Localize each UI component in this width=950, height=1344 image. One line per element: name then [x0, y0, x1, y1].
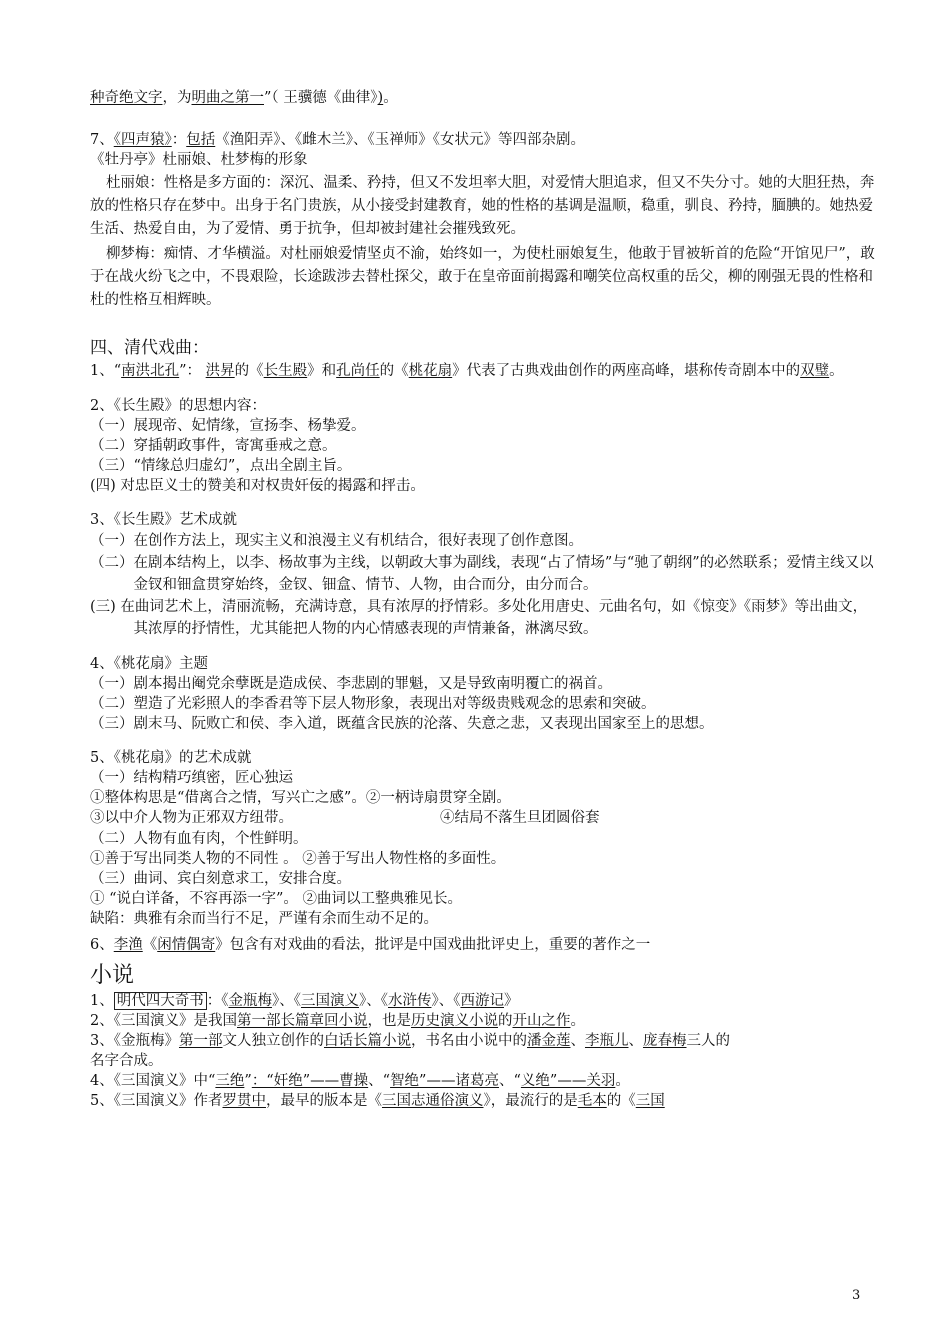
list-item: （一）结构精巧缜密，匠心独运: [90, 770, 293, 786]
document-page: [90, 88, 880, 1111]
list-item: （三）曲词、宾白刻意求工，安排合度。: [90, 871, 351, 887]
qing-item-1: 1、“南洪北孔”： 洪昇的《长生殿》和孔尚任的《桃花扇》代表了古典戏曲创作的两座高峰，堪称传奇剧本中的双璧。: [90, 363, 844, 379]
novel-item-5: 5、《三国演义》作者罗贯中，最早的版本是《三国志通俗演义》，最流行的是毛本的《三国: [90, 1093, 665, 1109]
list-item: （一）剧本揭出阉党余孽既是造成侯、李悲剧的罪魁，又是导致南明覆亡的祸首。: [90, 676, 612, 692]
qing-item-6: 6、李渔《闲情偶寄》包含有对戏曲的看法，批评是中国戏曲批评史上，重要的著作之一: [90, 937, 651, 953]
changshengdian-art-title: 3、《长生殿》艺术成就: [90, 512, 237, 528]
list-item: ①整体构思是“借离合之情，写兴亡之感”。②一柄诗扇贯穿全剧。: [90, 790, 511, 806]
taohuashan-theme-title: 4、《桃花扇》主题: [90, 656, 208, 672]
list-item: （三）剧末马、阮败亡和侯、李入道，既蕴含民族的沦落、失意之悲，又表现出国家至上的思想。: [90, 716, 714, 732]
section-heading-qing: 四、清代戏曲：: [90, 338, 209, 358]
list-item: (四) 对忠臣义士的赞美和对权贵奸佞的揭露和抨击。: [90, 478, 425, 494]
list-item: （二）塑造了光彩照人的李香君等下层人物形象，表现出对等级贵贱观念的思索和突破。: [90, 696, 656, 712]
list-item: （一）在创作方法上，现实主义和浪漫主义有机结合，很好表现了创作意图。: [90, 533, 583, 549]
du-liniang-paragraph: 杜丽娘：性格是多方面的：深沉、温柔、矜持，但又不发坦率大胆，对爱情大胆追求，但又不失分寸。她的大胆狂热，奔放的性格只存在梦中。出身于名门贵族，从小接受封建教育，她的性格的基调是温顺，稳重，驯良、矜持，腼腆的。她热爱生活、热爱自由，为了爱情、勇于抗争，但却被封建社会摧残致死。: [90, 175, 875, 237]
list-item: (三) 在曲词艺术上，清丽流畅，充满诗意，具有浓厚的抒情彩。多处化用唐史、元曲名句，如《惊变》《雨梦》等出曲文，其浓厚的抒情性，尤其能把人物的内心情感表现的声情兼备，淋漓尽致。: [90, 599, 868, 637]
novel-item-1: 1、 明代四大奇书 ：《金瓶梅》、《三国演义》、《水浒传》、《西游记》: [90, 993, 519, 1009]
mudanting-title: 《牡丹亭》杜丽娘、杜梦梅的形象: [90, 152, 308, 168]
list-item: （三）“情缘总归虚幻”，点出全剧主旨。: [90, 458, 352, 474]
list-item: ①善于写出同类人物的不同性 。 ②善于写出人物性格的多面性。: [90, 851, 506, 867]
flaw-note: 缺陷：典雅有余而当行不足，严谨有余而生动不足的。: [90, 911, 438, 927]
liu-mengmei-paragraph: 柳梦梅：痴情、才华横溢。对杜丽娘爱情坚贞不渝，始终如一，为使杜丽娘复生，他敢于冒被斩首的危险“开馆见尸”，敢于在战火纷飞之中，不畏艰险，长途跋涉去替杜探父，敢于在皇帝面前揭露和嘲笑位高权重的岳父，柳的刚强无畏的性格和杜的性格互相辉映。: [90, 246, 875, 308]
taohuashan-art-title: 5、《桃花扇》的艺术成就: [90, 750, 252, 766]
text-line-continuation: 种奇绝文字，为明曲之第一”（ 王骥德《曲律》)。: [90, 90, 398, 106]
novel-item-3: 3、《金瓶梅》第一部文人独立创作的白话长篇小说，书名由小说中的潘金莲、李瓶儿、庞春梅三人的: [90, 1033, 730, 1049]
novel-item-3-cont: 名字合成。: [90, 1053, 163, 1069]
list-row: ③以中介人物为正邪双方纽带。 ④结局不落生旦团圆俗套: [90, 810, 600, 826]
novel-item-4: 4、《三国演义》中“三绝”：“奸绝”——曹操、“智绝”——诸葛亮、“义绝”——关羽。: [90, 1073, 630, 1089]
section-heading-novel: 小说: [90, 963, 135, 988]
page-number: 3: [852, 1288, 861, 1303]
boxed-term: 明代四大奇书: [114, 992, 207, 1010]
list-item: （二）人物有血有肉，个性鲜明。: [90, 831, 308, 847]
novel-item-2: 2、《三国演义》是我国第一部长篇章回小说，也是历史演义小说的开山之作。: [90, 1013, 585, 1029]
list-item: （二）在剧本结构上，以李、杨故事为主线，以朝政大事为副线，表现“占了情场”与“驰了朝纲”的必然联系；爱情主线又以金钗和钿盒贯穿始终，金钗、钿盒、情节、人物，由合而分，由分而合。: [90, 555, 874, 593]
list-item: ① “说白详备，不容再添一字”。 ②曲词以工整典雅见长。: [90, 891, 463, 907]
list-item: （二）穿插朝政事件，寄寓垂戒之意。: [90, 438, 337, 454]
list-item: （一）展现帝、妃情缘，宣扬李、杨挚爱。: [90, 418, 366, 434]
item-7-sishengyuan: 7、《四声猿》：包括《渔阳弄》、《雌木兰》、《玉禅师》《女状元》等四部杂剧。: [90, 132, 585, 148]
changshengdian-content-title: 2、《长生殿》的思想内容：: [90, 398, 266, 414]
